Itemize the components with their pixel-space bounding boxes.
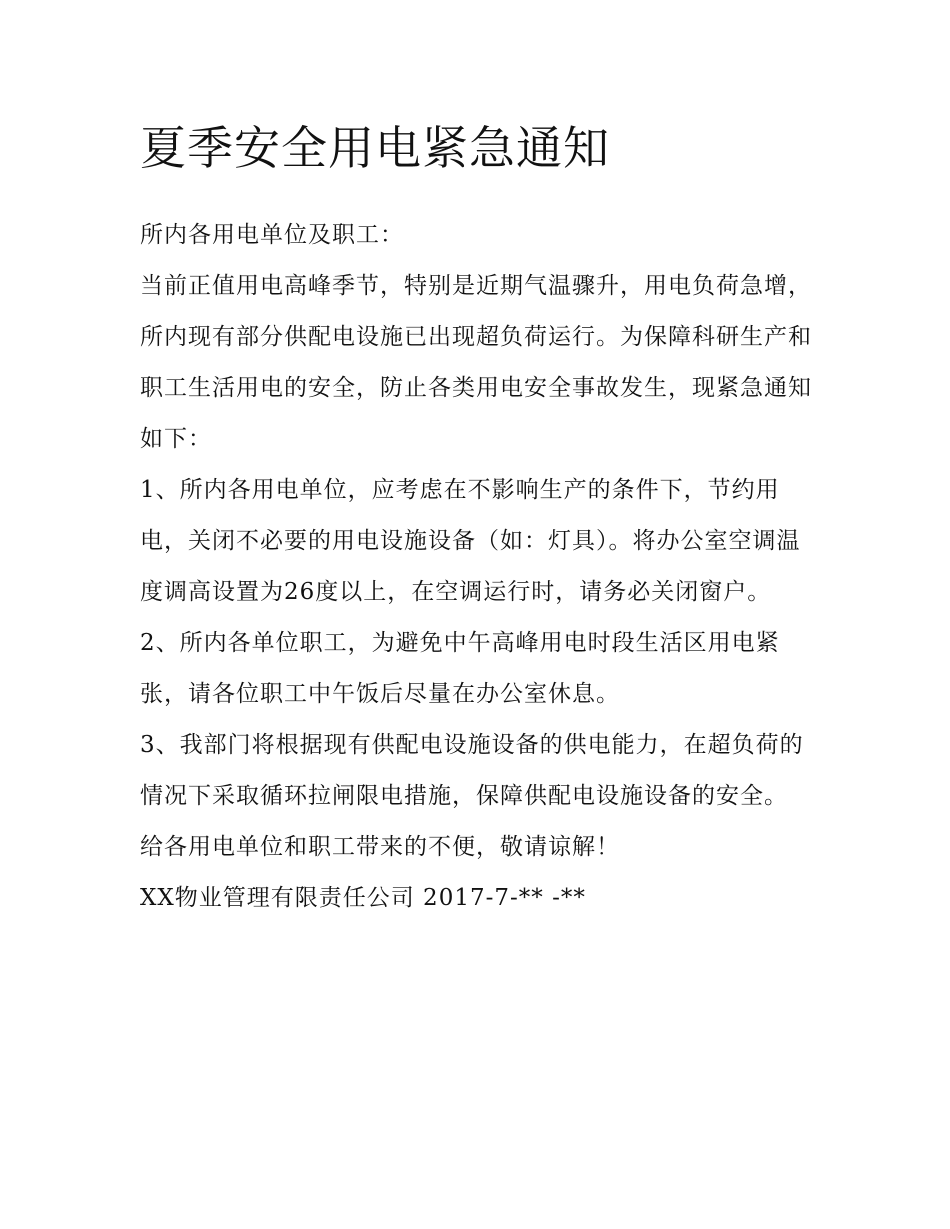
intro-paragraph: 当前正值用电高峰季节，特别是近期气温骤升，用电负荷急增，所内现有部分供配电设施已出现超负荷运行。为保障科研生产和职工生活用电的安全，防止各类用电安全事故发生，现紧急通知如下：: [140, 273, 812, 452]
salutation: 所内各用电单位及职工：: [140, 222, 404, 248]
document-body: [140, 210, 816, 924]
signature: XX物业管理有限责任公司 2017-7-** -**: [140, 885, 586, 911]
document-title: 夏季安全用电紧急通知: [140, 121, 610, 175]
notice-item-3: 3、我部门将根据现有供配电设施设备的供电能力，在超负荷的情况下采取循环拉闸限电措施，保障供配电设施设备的安全。 给各用电单位和职工带来的不便，敬请谅解！: [140, 732, 804, 860]
notice-item-1: 1、所内各用电单位，应考虑在不影响生产的条件下，节约用电，关闭不必要的用电设施设备（如：灯具）。将办公室空调温度调高设置为26度以上，在空调运行时，请务必关闭窗户。: [140, 477, 801, 605]
document-page: [140, 108, 816, 924]
notice-item-2: 2、所内各单位职工，为避免中午高峰用电时段生活区用电紧张，请各位职工中午饭后尽量在办公室休息。: [140, 630, 780, 707]
